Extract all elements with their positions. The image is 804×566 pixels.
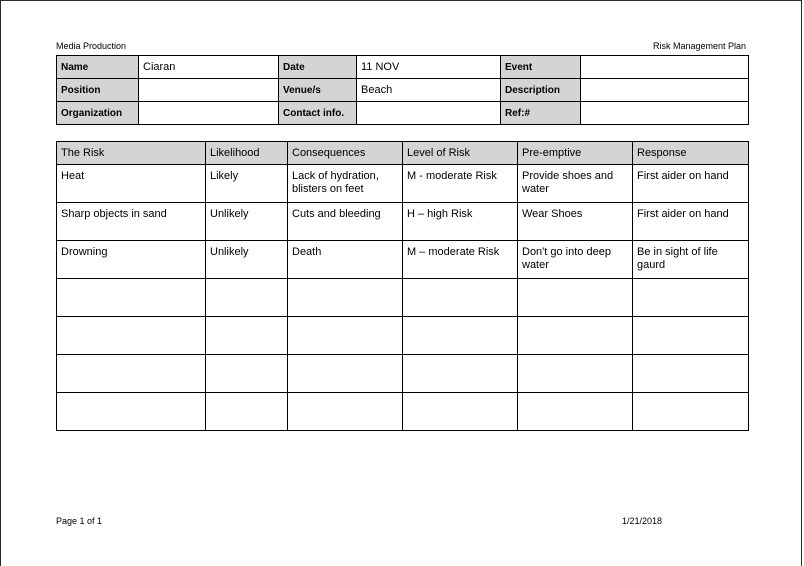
description-label: Description — [501, 79, 581, 102]
table-row — [57, 203, 749, 241]
cell-risk[interactable] — [57, 279, 206, 317]
cell-response[interactable] — [633, 279, 749, 317]
column-header-response: Response — [633, 142, 749, 165]
cell-level[interactable] — [403, 279, 518, 317]
cell-consequences[interactable]: Death — [288, 241, 403, 279]
cell-risk[interactable]: Heat — [57, 165, 206, 203]
contact-field[interactable] — [357, 102, 501, 125]
venue-field[interactable]: Beach — [357, 79, 501, 102]
footer-date: 1/21/2018 — [622, 516, 663, 526]
table-row — [57, 317, 749, 355]
cell-consequences[interactable] — [288, 279, 403, 317]
cell-level[interactable] — [403, 393, 518, 431]
info-table — [56, 55, 749, 125]
cell-level[interactable] — [403, 355, 518, 393]
cell-likelihood[interactable]: Unlikely — [206, 241, 288, 279]
cell-likelihood[interactable]: Unlikely — [206, 203, 288, 241]
cell-risk[interactable] — [57, 355, 206, 393]
cell-likelihood[interactable] — [206, 355, 288, 393]
venue-label: Venue/s — [279, 79, 357, 102]
position-label: Position — [57, 79, 139, 102]
event-label: Event — [501, 56, 581, 79]
cell-likelihood[interactable] — [206, 393, 288, 431]
cell-preemptive[interactable]: Wear Shoes — [518, 203, 633, 241]
risk-header-row — [57, 142, 749, 165]
cell-level[interactable]: M - moderate Risk — [403, 165, 518, 203]
cell-risk[interactable]: Sharp objects in sand — [57, 203, 206, 241]
organization-field[interactable] — [139, 102, 279, 125]
date-label: Date — [279, 56, 357, 79]
risk-table — [56, 141, 749, 431]
cell-likelihood[interactable]: Likely — [206, 165, 288, 203]
cell-response[interactable]: First aider on hand — [633, 203, 749, 241]
column-header-risk: The Risk — [57, 142, 206, 165]
cell-risk[interactable] — [57, 393, 206, 431]
cell-response[interactable] — [633, 355, 749, 393]
cell-preemptive[interactable] — [518, 393, 633, 431]
ref-field[interactable] — [581, 102, 749, 125]
cell-response[interactable]: Be in sight of life gaurd — [633, 241, 749, 279]
cell-response[interactable] — [633, 317, 749, 355]
cell-likelihood[interactable] — [206, 279, 288, 317]
cell-preemptive[interactable] — [518, 279, 633, 317]
cell-consequences[interactable] — [288, 393, 403, 431]
cell-preemptive[interactable]: Provide shoes and water — [518, 165, 633, 203]
column-header-likelihood: Likelihood — [206, 142, 288, 165]
position-field[interactable] — [139, 79, 279, 102]
cell-consequences[interactable]: Lack of hydration, blisters on feet — [288, 165, 403, 203]
table-row — [57, 355, 749, 393]
cell-consequences[interactable] — [288, 355, 403, 393]
cell-consequences[interactable] — [288, 317, 403, 355]
cell-preemptive[interactable] — [518, 317, 633, 355]
cell-level[interactable]: M – moderate Risk — [403, 241, 518, 279]
cell-risk[interactable] — [57, 317, 206, 355]
header-org: Media Production — [56, 41, 127, 51]
header-title: Risk Management Plan — [652, 41, 746, 51]
cell-consequences[interactable]: Cuts and bleeding — [288, 203, 403, 241]
name-label: Name — [57, 56, 139, 79]
page-number: Page 1 of 1 — [56, 516, 103, 526]
cell-level[interactable]: H – high Risk — [403, 203, 518, 241]
table-row — [57, 393, 749, 431]
info-row — [57, 56, 749, 79]
column-header-consequences: Consequences — [288, 142, 403, 165]
contact-label: Contact info. — [279, 102, 357, 125]
table-row — [57, 279, 749, 317]
ref-label: Ref:# — [501, 102, 581, 125]
table-row — [57, 165, 749, 203]
organization-label: Organization — [57, 102, 139, 125]
event-field[interactable] — [581, 56, 749, 79]
cell-response[interactable] — [633, 393, 749, 431]
cell-likelihood[interactable] — [206, 317, 288, 355]
info-row — [57, 79, 749, 102]
cell-level[interactable] — [403, 317, 518, 355]
name-field[interactable]: Ciaran — [139, 56, 279, 79]
column-header-level: Level of Risk — [403, 142, 518, 165]
cell-preemptive[interactable] — [518, 355, 633, 393]
cell-preemptive[interactable]: Don't go into deep water — [518, 241, 633, 279]
info-row — [57, 102, 749, 125]
table-row — [57, 241, 749, 279]
date-field[interactable]: 11 NOV — [357, 56, 501, 79]
cell-risk[interactable]: Drowning — [57, 241, 206, 279]
description-field[interactable] — [581, 79, 749, 102]
cell-response[interactable]: First aider on hand — [633, 165, 749, 203]
column-header-preemptive: Pre-emptive — [518, 142, 633, 165]
